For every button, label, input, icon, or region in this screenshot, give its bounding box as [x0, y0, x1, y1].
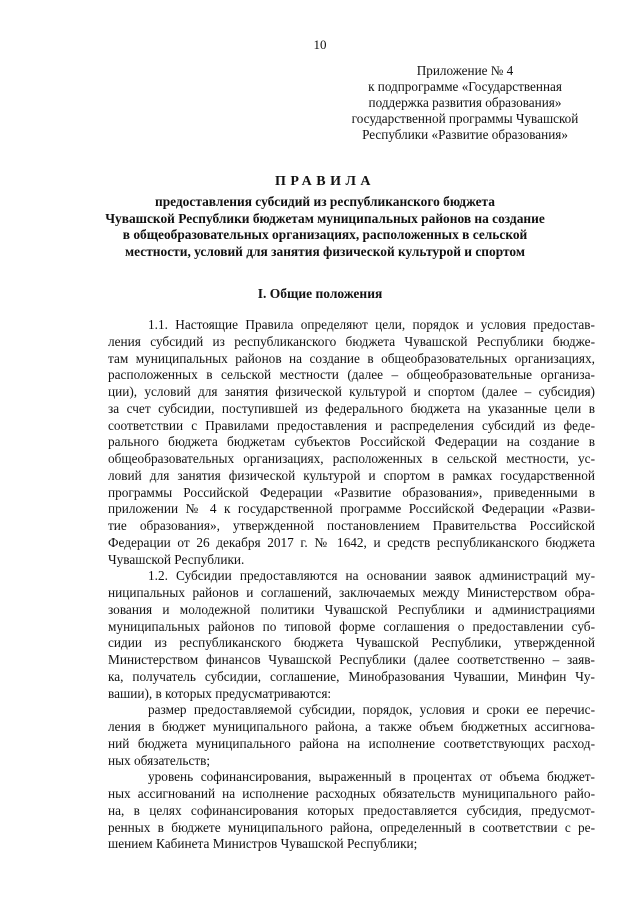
body-line: программы Российской Федерации «Развитие образования», приведенными в	[108, 484, 595, 500]
body-line: 1.1. Настоящие Правила определяют цели, порядок и условия предостав-	[148, 317, 595, 332]
body-line: ных ассигнований на исполнение расходных обязательств муниципального райо-	[108, 786, 595, 801]
body-line: зования и молодежной политики Чувашской Республики и администрациями	[108, 601, 595, 617]
body-line: тие образования», утвержденной постановлением Правительства Российской	[108, 518, 595, 533]
body-line: ниципальных районов и соглашений, заключаемых между Министерством обра-	[108, 585, 595, 600]
body-line: приложении № 4 к государственной программе Российской Федерации «Разви-	[108, 501, 595, 517]
body-line: размер предоставляемой субсидии, порядок, условия и сроки ее перечис-	[148, 702, 595, 718]
document-title-block	[60, 174, 590, 260]
document-subtitle-line: предоставления субсидий из республиканского бюджета	[154, 194, 495, 209]
section-heading: I. Общие положения	[257, 286, 383, 301]
appendix-line: государственной программы Чувашской	[351, 111, 579, 126]
body-line: там муниципальных районов на создание в общеобразовательных организациях,	[108, 350, 595, 366]
body-line: Министерством финансов Чувашской Республики (далее соответственно – заяв-	[108, 652, 595, 667]
body-line: ных обязательств;	[108, 752, 211, 768]
body-line: ции), условий для занятия физической культурой и спортом (далее – субсидия)	[108, 384, 595, 399]
appendix-reference	[320, 63, 610, 143]
document-subtitle-line: Чувашской Республики бюджетам муниципальных районов на создание	[105, 210, 545, 226]
document-subtitle-line: местности, условий для занятия физической культурой и спортом	[125, 243, 525, 259]
body-line: сидии из республиканского бюджета Чувашской Республики, утвержденной	[108, 635, 595, 651]
body-line: уровень софинансирования, выраженный в процентах от объема бюджет-	[148, 769, 595, 785]
body-line: ка, получатель субсидии, соглашение, Минобразования Чувашии, Минфин Чу-	[108, 668, 595, 684]
body-line: соответствии с Правилами предоставления и распределения субсидий из феде-	[108, 417, 595, 433]
appendix-line: Приложение № 4	[416, 63, 514, 78]
body-line: ловий для занятия физической культурой и спортом в рамках государственной	[108, 467, 595, 483]
body-line: рального бюджета бюджетам субъектов Российской Федерации на создание в	[108, 434, 595, 450]
body-line: ления субсидий из республиканского бюджета Чувашской Республики бюдже-	[108, 333, 595, 349]
body-line: ренных в бюджете муниципального района, определенный в соответствии с ре-	[108, 819, 595, 835]
appendix-line: Республики «Развитие образования»	[362, 127, 568, 142]
body-line: Федерации от 26 декабря 2017 г. № 1642, и средств республиканского бюджета	[108, 534, 595, 550]
body-text	[108, 317, 595, 853]
document-subtitle-line: в общеобразовательных организациях, расположенных в сельской	[122, 227, 528, 242]
body-line: шением Кабинета Министров Чувашской Республики;	[108, 836, 418, 852]
body-line: вашии), в которых предусматриваются:	[108, 685, 332, 701]
body-line: муниципальных районов по типовой форме соглашения о предоставлении суб-	[108, 618, 595, 634]
body-line: Чувашской Республики.	[108, 551, 245, 567]
document-title: ПРАВИЛА	[274, 174, 376, 189]
body-line: общеобразовательных организациях, расположенных в сельской местности, ус-	[108, 451, 595, 466]
appendix-line: поддержка развития образования»	[368, 95, 562, 110]
body-line: за счет субсидии, поступившей из федерального бюджета на указанные цели в	[108, 400, 595, 416]
body-line: на, в целях софинансирования которых предоставляется субсидия, предусмот-	[108, 802, 595, 818]
body-line: ний бюджета муниципального района на исполнение соответствующих расход-	[108, 735, 595, 751]
page-number: 10	[313, 37, 327, 52]
body-line: ления в бюджет муниципального района, а также объем бюджетных ассигнова-	[108, 719, 595, 734]
body-line: 1.2. Субсидии предоставляются на основании заявок администраций му-	[148, 568, 595, 584]
appendix-line: к подпрограмме «Государственная	[368, 79, 562, 94]
body-line: расположенных в сельской местности (далее – общеобразовательные организа-	[108, 367, 595, 383]
